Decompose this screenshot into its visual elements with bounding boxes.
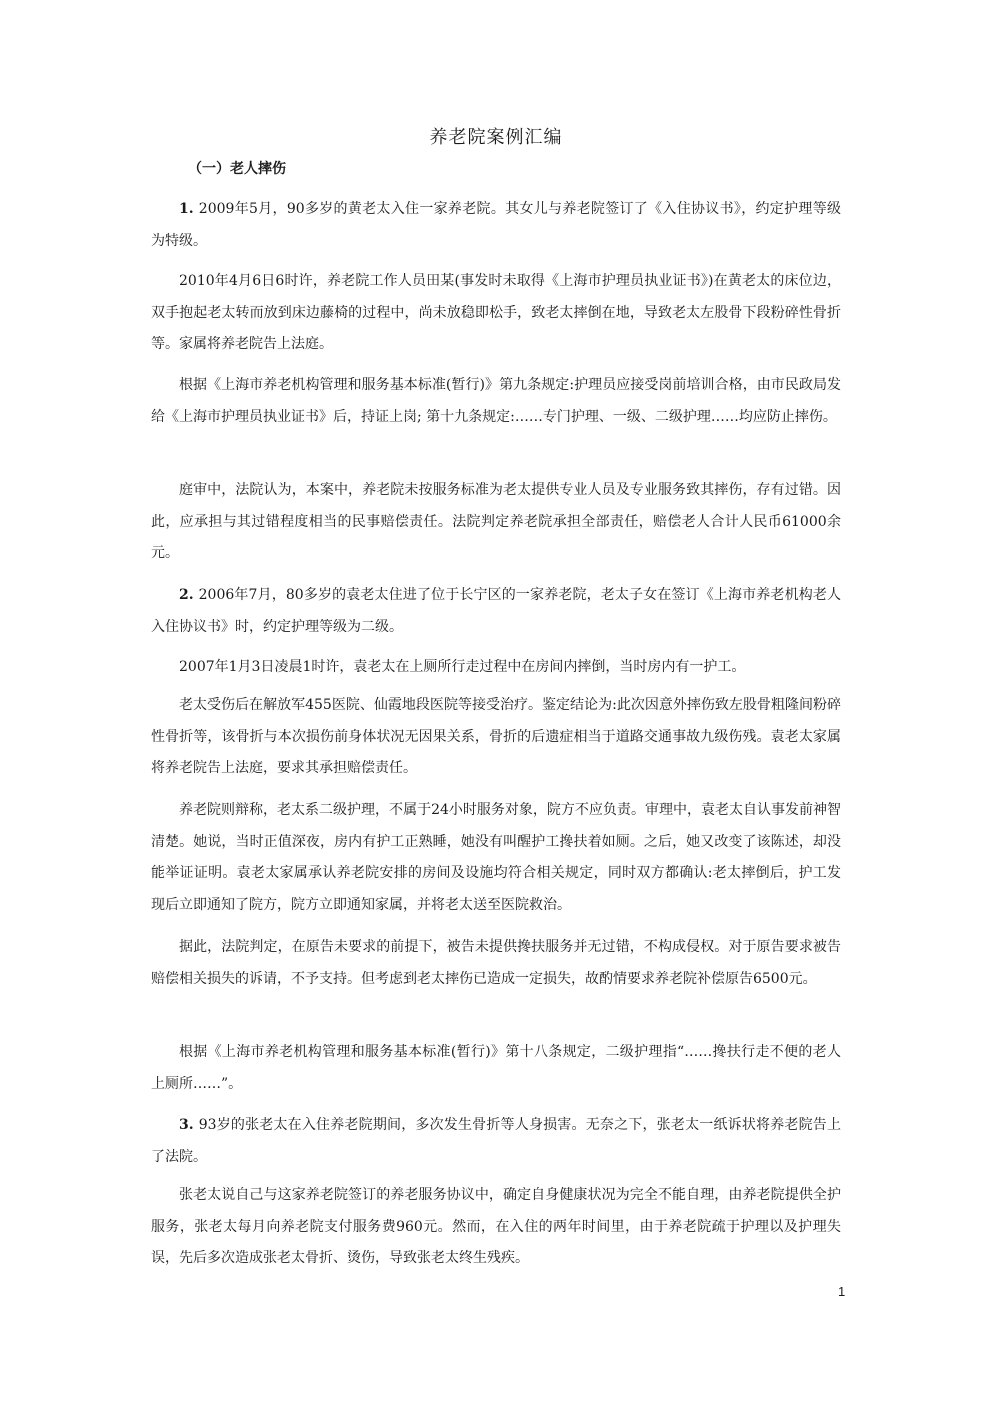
paragraph: 养老院则辩称，老太系二级护理，不属于24小时服务对象，院方不应负责。审理中，袁老太自认事发前神智清楚。她说，当时正值深夜，房内有护工正熟睡，她没有叫醒护工搀扶着如厕。之后，她又改变了该陈述，却没能举证证明。袁老太家属承认养老院安排的房间及设施均符合相关规定，同时双方都确认:老太摔倒后，护工发现后立即通知了院方，院方立即通知家属，并将老太送至医院救治。 [151, 802, 841, 913]
case-number: 1. [179, 201, 199, 217]
paragraph: 据此，法院判定，在原告未要求的前提下，被告未提供搀扶服务并无过错，不构成侵权。对于原告要求被告赔偿相关损失的诉请，不予支持。但考虑到老太摔伤已造成一定损失，故酌情要求养老院补偿原告6500元。 [151, 939, 841, 987]
document-title: 养老院案例汇编 [429, 127, 563, 148]
paragraph: 庭审中，法院认为，本案中，养老院未按服务标准为老太提供专业人员及专业服务致其摔伤，存有过错。因此，应承担与其过错程度相当的民事赔偿责任。法院判定养老院承担全部责任，赔偿老人合计人民币61000余元。 [151, 482, 841, 561]
section-heading: （一）老人摔伤 [188, 161, 286, 177]
paragraph: 2007年1月3日凌晨1时许，袁老太在上厕所行走过程中在房间内摔倒，当时房内有一护工。 [179, 659, 746, 675]
paragraph: 根据《上海市养老机构管理和服务基本标准(暂行)》第十八条规定，二级护理指“……搀扶行走不便的老人上厕所……”。 [151, 1044, 841, 1092]
paragraph: 3. 93岁的张老太在入住养老院期间，多次发生骨折等人身损害。无奈之下，张老太一纸诉状将养老院告上了法院。 [151, 1117, 841, 1165]
case-number: 3. [179, 1117, 199, 1133]
case-number: 2. [179, 587, 199, 603]
page-number: 1 [838, 1284, 846, 1299]
paragraph: 2010年4月6日6时许，养老院工作人员田某(事发时未取得《上海市护理员执业证书》)在黄老太的床位边，双手抱起老太转而放到床边藤椅的过程中，尚未放稳即松手，致老太摔倒在地，导致老太左股骨下段粉碎性骨折等。家属将养老院告上法庭。 [151, 273, 841, 352]
paragraph: 1. 2009年5月，90多岁的黄老太入住一家养老院。其女儿与养老院签订了《入住协议书》，约定护理等级为特级。 [151, 201, 841, 249]
paragraph: 根据《上海市养老机构管理和服务基本标准(暂行)》第九条规定:护理员应接受岗前培训合格，由市民政局发给《上海市护理员执业证书》后，持证上岗; 第十九条规定:……专门护理、一级、二级护理……均应防止摔伤。 [151, 377, 841, 425]
paragraph: 张老太说自己与这家养老院签订的养老服务协议中，确定自身健康状况为完全不能自理，由养老院提供全护服务，张老太每月向养老院支付服务费960元。然而，在入住的两年时间里，由于养老院疏于护理以及护理失误，先后多次造成张老太骨折、烫伤，导致张老太终生残疾。 [151, 1187, 841, 1266]
paragraph: 老太受伤后在解放军455医院、仙霞地段医院等接受治疗。鉴定结论为:此次因意外摔伤致左股骨粗隆间粉碎性骨折等，该骨折与本次损伤前身体状况无因果关系，骨折的后遗症相当于道路交通事故九级伤残。袁老太家属将养老院告上法庭，要求其承担赔偿责任。 [151, 697, 841, 776]
paragraph: 2. 2006年7月，80多岁的袁老太住进了位于长宁区的一家养老院，老太子女在签订《上海市养老机构老人入住协议书》时，约定护理等级为二级。 [151, 587, 841, 635]
